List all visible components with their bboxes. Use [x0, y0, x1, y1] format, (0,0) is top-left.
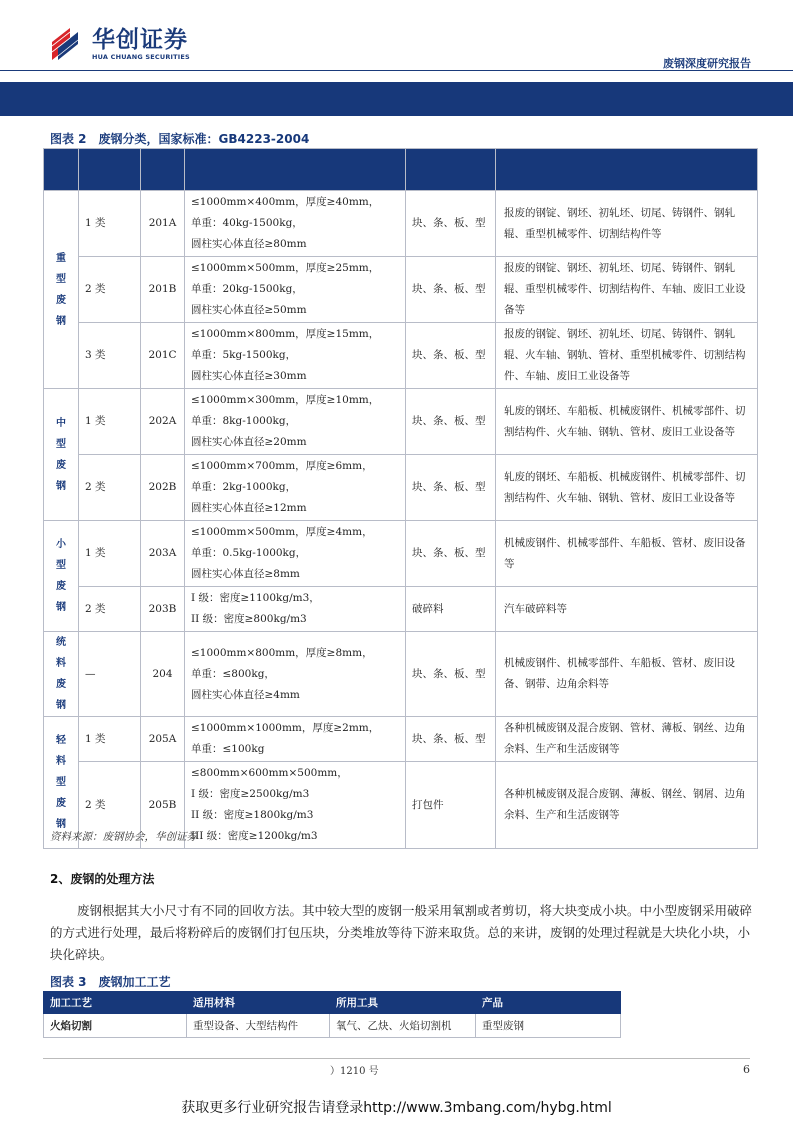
processing-row	[44, 1014, 621, 1038]
spec-cell	[185, 521, 406, 587]
usage-cell: 机械废钢件、机械零部件、车船板、管材、废旧设备、钢带、边角余料等	[496, 632, 758, 717]
table-row	[44, 323, 758, 389]
spec-line: ≤800mm×600mm×500mm，	[191, 767, 348, 779]
shape-cell: 块、条、板、型	[406, 257, 496, 323]
spec-line: ≤1000mm×1000mm，厚度≥2mm，	[191, 722, 380, 734]
processing-tools: 氧气、乙炔、火焰切割机	[330, 1014, 476, 1038]
processing-table	[43, 991, 621, 1038]
spec-line: ≤1000mm×800mm，厚度≥8mm，	[191, 646, 373, 659]
class-cell: —	[79, 632, 141, 717]
processing-header-cell: 所用工具	[330, 992, 476, 1014]
spec-line: 单重：20kg-1500kg，	[191, 283, 303, 295]
processing-header-cell: 加工工艺	[44, 992, 187, 1014]
footer-rule	[43, 1058, 750, 1059]
usage-cell: 报废的钢锭、钢坯、初轧坯、切尾、铸钢件、钢轧辊、火车轴、钢轨、管材、重型机械零件、切割结构件、车轴、废旧工业设备等	[496, 323, 758, 389]
code-cell: 203B	[141, 587, 185, 632]
spec-line: 单重：2kg-1000kg，	[191, 481, 297, 493]
spec-line: ≤1000mm×500mm，厚度≥25mm，	[191, 262, 380, 274]
figure-2-caption: 废钢分类，国家标准：GB4223-2004	[98, 132, 310, 146]
shape-cell: 块、条、板、型	[406, 717, 496, 762]
processing-material: 重型设备、大型结构件	[187, 1014, 330, 1038]
figure-2-source: 资料来源：废钢协会，华创证券	[50, 831, 197, 843]
spec-line: I 级：密度≥1100kg/m3，	[191, 592, 320, 604]
header-cell	[496, 149, 758, 191]
category-cell: 中 型 废 钢	[44, 389, 79, 521]
category-cell: 统 料 废 钢	[44, 632, 79, 717]
header-cell	[185, 149, 406, 191]
table-row	[44, 521, 758, 587]
spec-cell	[185, 323, 406, 389]
spec-line: ≤1000mm×400mm，厚度≥40mm，	[191, 196, 380, 208]
spec-line: II 级：密度≥1800kg/m3	[191, 809, 314, 821]
class-cell: 1 类	[79, 389, 141, 455]
usage-cell: 各种机械废钢及混合废钢、薄板、钢丝、钢屑、边角余料、生产和生活废钢等	[496, 762, 758, 849]
class-cell: 2 类	[79, 257, 141, 323]
spec-cell	[185, 389, 406, 455]
logo-english-name: HUA CHUANG SECURITIES	[92, 53, 190, 61]
shape-cell: 块、条、板、型	[406, 632, 496, 717]
spec-cell	[185, 632, 406, 717]
table-row	[44, 389, 758, 455]
spec-line: ≤1000mm×700mm，厚度≥6mm，	[191, 460, 373, 472]
table-row	[44, 632, 758, 717]
class-cell: 3 类	[79, 323, 141, 389]
spec-line: 圆柱实心体直径≥12mm	[191, 502, 307, 514]
scrap-classification-table	[43, 148, 758, 849]
usage-cell: 轧废的钢坯、车船板、机械废钢件、机械零部件、切割结构件、火车轴、钢轨、管材、废旧工业设备等	[496, 389, 758, 455]
figure-2-title	[50, 130, 309, 147]
spec-line: 单重：40kg-1500kg，	[191, 217, 303, 229]
company-logo	[50, 24, 190, 64]
spec-line: 单重：0.5kg-1000kg，	[191, 547, 307, 559]
document-number: ）1210 号	[330, 1066, 379, 1077]
code-cell: 201C	[141, 323, 185, 389]
code-cell: 202A	[141, 389, 185, 455]
spec-cell	[185, 455, 406, 521]
shape-cell: 块、条、板、型	[406, 455, 496, 521]
spec-line: 单重：≤800kg，	[191, 667, 275, 680]
spec-line: 圆柱实心体直径≥4mm	[191, 688, 300, 701]
class-cell: 2 类	[79, 587, 141, 632]
logo-chinese-name: 华创证券	[92, 27, 188, 53]
page-number: 6	[743, 1063, 750, 1076]
shape-cell: 块、条、板、型	[406, 389, 496, 455]
table-header-row	[44, 149, 758, 191]
code-cell: 201B	[141, 257, 185, 323]
spec-line: ≤1000mm×800mm，厚度≥15mm，	[191, 328, 380, 340]
spec-line: II 级：密度≥800kg/m3	[191, 613, 307, 625]
class-cell: 2 类	[79, 455, 141, 521]
table-row	[44, 455, 758, 521]
header-cell	[79, 149, 141, 191]
class-cell: 2 类	[79, 762, 141, 849]
usage-cell: 报废的钢锭、钢坯、初轧坯、切尾、铸钢件、钢轧辊、重型机械零件、切割结构件等	[496, 191, 758, 257]
category-cell: 轻 料 型 废 钢	[44, 717, 79, 849]
logo-mark-icon	[50, 26, 86, 62]
processing-method: 火焰切割	[44, 1014, 187, 1038]
processing-header-cell: 产品	[476, 992, 621, 1014]
header-rule	[0, 70, 793, 71]
header-band	[0, 82, 793, 116]
spec-cell	[185, 587, 406, 632]
code-cell: 203A	[141, 521, 185, 587]
processing-header-row	[44, 992, 621, 1014]
spec-line: 圆柱实心体直径≥8mm	[191, 568, 300, 580]
spec-cell	[185, 257, 406, 323]
code-cell: 202B	[141, 455, 185, 521]
spec-line: 单重：8kg-1000kg，	[191, 415, 297, 427]
shape-cell: 破碎料	[406, 587, 496, 632]
usage-cell: 各种机械废钢及混合废钢、管材、薄板、钢丝、边角余料、生产和生活废钢等	[496, 717, 758, 762]
shape-cell: 块、条、板、型	[406, 521, 496, 587]
shape-cell: 打包件	[406, 762, 496, 849]
shape-cell: 块、条、板、型	[406, 191, 496, 257]
spec-line: 圆柱实心体直径≥20mm	[191, 436, 307, 448]
section-paragraph: 废钢根据其大小尺寸有不同的回收方法。其中较大型的废钢一般采用氧割或者剪切，将大块变成小块。中小型废钢采用破碎的方式进行处理，最后将粉碎后的废钢们打包压块，分类堆放等待下游来取货。总的来讲，废钢的处理过程就是大块化小块，小块化碎块。	[50, 903, 753, 962]
spec-line: ≤1000mm×300mm，厚度≥10mm，	[191, 394, 380, 406]
class-cell: 1 类	[79, 717, 141, 762]
usage-cell: 机械废钢件、机械零部件、车船板、管材、废旧设备等	[496, 521, 758, 587]
category-cell: 重 型 废 钢	[44, 191, 79, 389]
category-cell: 小 型 废 钢	[44, 521, 79, 632]
spec-line: 单重：5kg-1500kg，	[191, 349, 297, 361]
class-cell: 1 类	[79, 521, 141, 587]
spec-cell	[185, 717, 406, 762]
class-cell: 1 类	[79, 191, 141, 257]
header-cell	[406, 149, 496, 191]
usage-cell: 轧废的钢坯、车船板、机械废钢件、机械零部件、切割结构件、火车轴、钢轨、管材、废旧工业设备等	[496, 455, 758, 521]
figure-3-caption: 废钢加工工艺	[98, 975, 171, 989]
code-cell: 201A	[141, 191, 185, 257]
spec-line: ≤1000mm×500mm，厚度≥4mm，	[191, 526, 373, 538]
header-cell	[44, 149, 79, 191]
usage-cell: 汽车破碎料等	[496, 587, 758, 632]
download-banner-link[interactable]: 获取更多行业研究报告请登录http://www.3mbang.com/hybg.html	[181, 1100, 612, 1116]
code-cell: 204	[141, 632, 185, 717]
section-heading: 2、废钢的处理方法	[50, 872, 155, 886]
figure-3-label: 图表 3	[50, 975, 87, 989]
report-type-label: 废钢深度研究报告	[663, 57, 751, 70]
figure-2-label: 图表 2	[50, 132, 87, 146]
shape-cell: 块、条、板、型	[406, 323, 496, 389]
table-row	[44, 257, 758, 323]
spec-line: 圆柱实心体直径≥80mm	[191, 238, 307, 250]
spec-cell	[185, 762, 406, 849]
spec-line: I 级：密度≥2500kg/m3	[191, 788, 310, 800]
code-cell: 205B	[141, 762, 185, 849]
code-cell: 205A	[141, 717, 185, 762]
header-cell	[141, 149, 185, 191]
spec-line: 圆柱实心体直径≥50mm	[191, 304, 307, 316]
table-row	[44, 191, 758, 257]
table-row	[44, 587, 758, 632]
spec-line: 圆柱实心体直径≥30mm	[191, 370, 307, 382]
processing-header-cell: 适用材料	[187, 992, 330, 1014]
spec-line: 单重：≤100kg	[191, 743, 265, 755]
spec-cell	[185, 191, 406, 257]
figure-3-title	[50, 973, 171, 990]
usage-cell: 报废的钢锭、钢坯、初轧坯、切尾、铸钢件、钢轧辊、重型机械零件、切割结构件、车轴、废旧工业设备等	[496, 257, 758, 323]
spec-line: III 级：密度≥1200kg/m3	[191, 830, 318, 842]
table-row	[44, 717, 758, 762]
processing-product: 重型废钢	[476, 1014, 621, 1038]
